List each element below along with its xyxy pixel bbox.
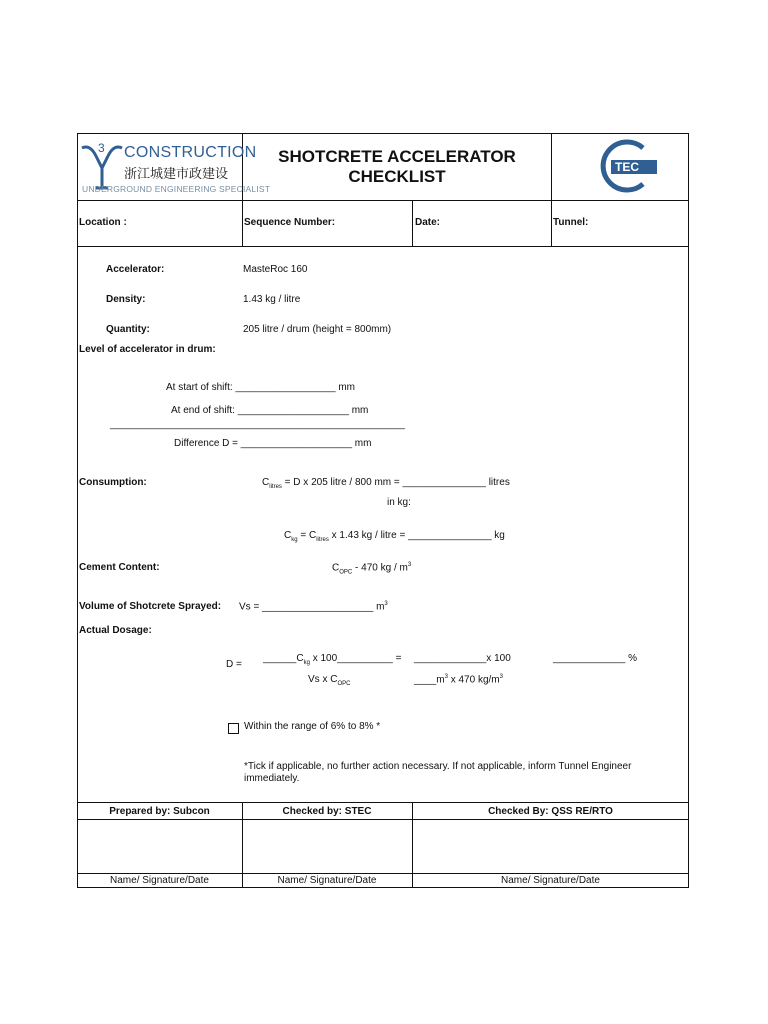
opc-subscript: OPC bbox=[337, 681, 351, 687]
dosage-denominator-left bbox=[308, 674, 350, 687]
header-bottom-line bbox=[77, 200, 689, 201]
signature-top-line bbox=[77, 802, 689, 803]
cement-content-label: Cement Content: bbox=[79, 562, 160, 573]
den-right-rest: x 470 kg/m bbox=[447, 674, 500, 686]
density-label: Density: bbox=[106, 294, 146, 305]
cubic-superscript: 3 bbox=[444, 674, 448, 680]
accelerator-value: MasteRoc 160 bbox=[243, 264, 308, 275]
name-signature-date-1: Name/ Signature/Date bbox=[110, 875, 209, 886]
logo-chinese: 浙江城建市政建设 bbox=[124, 167, 229, 182]
range-note-line2: immediately. bbox=[244, 773, 300, 784]
volume-field[interactable] bbox=[239, 601, 388, 612]
signature-cell-qss[interactable] bbox=[413, 820, 688, 872]
difference-field[interactable]: Difference D = ____________________ mm bbox=[174, 438, 372, 449]
logo-tagline: UNDERGROUND ENGINEERING SPECIALIST bbox=[82, 184, 271, 194]
consumption-formula-litres[interactable] bbox=[262, 477, 510, 490]
logo-brand: CONSTRUCTION bbox=[124, 144, 257, 161]
cubic-superscript: 3 bbox=[407, 562, 412, 568]
den-right-text: ____m bbox=[414, 674, 445, 686]
kg-subscript: kg bbox=[291, 537, 298, 543]
kg-subscript: kg bbox=[303, 660, 310, 666]
c-symbol: C bbox=[284, 530, 292, 541]
cubic-superscript: 3 bbox=[384, 601, 388, 607]
info-divider-mid bbox=[412, 200, 413, 247]
actual-dosage-label: Actual Dosage: bbox=[79, 625, 152, 636]
quantity-label: Quantity: bbox=[106, 324, 150, 335]
svg-text:3: 3 bbox=[98, 141, 105, 155]
volume-label: Volume of Shotcrete Sprayed: bbox=[79, 601, 222, 612]
litres-formula-text: = D x 205 litre / 800 mm = _______________ litres bbox=[281, 477, 510, 488]
signature-cell-stec[interactable] bbox=[243, 820, 411, 872]
sequence-number-label: Sequence Number: bbox=[244, 217, 336, 228]
den-left-text: Vs x C bbox=[308, 674, 338, 685]
end-shift-field[interactable]: At end of shift: ____________________ mm bbox=[171, 405, 369, 416]
quantity-value: 205 litre / drum (height = 800mm) bbox=[243, 324, 392, 335]
c-symbol: C bbox=[262, 477, 270, 488]
tunnel-label: Tunnel: bbox=[553, 217, 589, 228]
kg-formula-mid: = C bbox=[297, 530, 317, 541]
location-label: Location : bbox=[79, 217, 127, 228]
company-logo bbox=[80, 138, 271, 196]
dosage-denominator-right[interactable] bbox=[414, 674, 503, 685]
accelerator-label: Accelerator: bbox=[106, 264, 165, 275]
prepared-by-header: Prepared by: Subcon bbox=[109, 806, 210, 817]
kg-formula-text: x 1.43 kg / litre = _______________ kg bbox=[328, 530, 505, 541]
stec-logo bbox=[597, 138, 661, 194]
start-shift-field[interactable]: At start of shift: __________________ mm bbox=[166, 382, 356, 393]
c-symbol: C bbox=[332, 562, 340, 574]
info-bottom-line bbox=[77, 246, 689, 247]
page-title-line2: CHECKLIST bbox=[348, 167, 446, 186]
consumption-label: Consumption: bbox=[79, 477, 147, 488]
signature-footer-line bbox=[77, 873, 689, 874]
range-check-label: Within the range of 6% to 8% * bbox=[244, 721, 381, 732]
cement-value-text: - 470 kg / m bbox=[352, 562, 408, 574]
consumption-formula-kg[interactable] bbox=[284, 530, 505, 543]
opc-subscript: OPC bbox=[339, 569, 353, 576]
litres-subscript: litres bbox=[269, 484, 282, 490]
num-left-rest: x 100__________ = bbox=[309, 653, 402, 664]
name-signature-date-2: Name/ Signature/Date bbox=[277, 875, 377, 886]
dosage-d-equals: D = bbox=[226, 659, 242, 670]
name-signature-date-3: Name/ Signature/Date bbox=[501, 875, 600, 886]
in-kg-label: in kg: bbox=[387, 497, 411, 508]
range-checkbox[interactable] bbox=[228, 723, 239, 734]
date-label: Date: bbox=[415, 217, 441, 228]
page-title-line1: SHOTCRETE ACCELERATOR bbox=[278, 147, 516, 166]
cubic-superscript: 3 bbox=[499, 674, 503, 680]
volume-formula-text: Vs = ____________________ m bbox=[239, 601, 385, 613]
dosage-numerator-right[interactable]: _____________x 100 bbox=[414, 653, 511, 664]
checked-by-stec-header: Checked by: STEC bbox=[282, 806, 372, 817]
header-divider-right bbox=[551, 133, 552, 247]
num-left-text: ______C bbox=[263, 653, 304, 664]
signature-cell-subcon[interactable] bbox=[78, 820, 241, 872]
separator-line: _____________________________________________________ bbox=[110, 419, 405, 430]
checked-by-qss-header: Checked By: QSS RE/RTO bbox=[488, 806, 613, 817]
level-label: Level of accelerator in drum: bbox=[79, 344, 216, 355]
cement-content-value bbox=[332, 562, 411, 575]
dosage-result-field[interactable]: _____________ % bbox=[553, 653, 637, 664]
range-note-line1: *Tick if applicable, no further action necessary. If not applicable, inform Tunnel Engineer bbox=[244, 761, 632, 772]
density-value: 1.43 kg / litre bbox=[243, 294, 301, 305]
litres-subscript: litres bbox=[316, 537, 329, 543]
stec-logo-text: TEC bbox=[615, 160, 639, 174]
dosage-numerator-left bbox=[263, 653, 401, 666]
